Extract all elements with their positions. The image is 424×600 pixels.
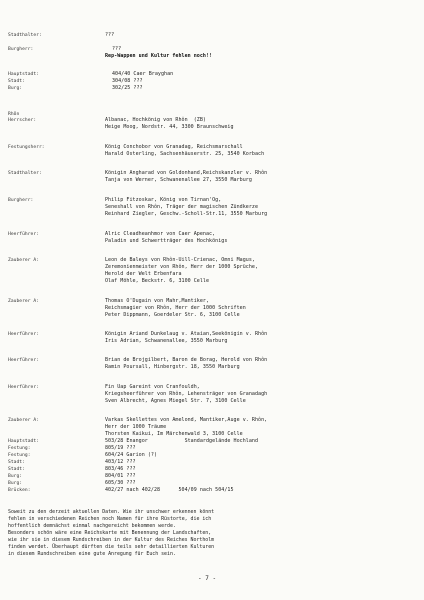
text-line: Kriegsheerführer von Rhôn, Lehensträger von Granadagh	[105, 391, 268, 397]
text-line: Leon de Baleys von Rhôn-Uill-Crienac, Omni Magus,	[105, 257, 255, 263]
text-line: Ramin Poursall, Hinbergstr. 18, 3550 Marburg	[105, 364, 240, 370]
field-label: Zauberer A:	[8, 258, 39, 263]
text-line: fehlen in verschiedenen Reichen noch Namen für ihre Rüstorte, die ich	[8, 516, 212, 522]
text-line: Zeremonienmeister von Rhôn, Herr der 1000 Sprüche,	[105, 264, 259, 270]
text-line: Besonders schön wäre eine Reichskarte mit Benennung der Landschaften,	[8, 530, 212, 536]
text-line: Harald Osterling, Sachsenhäuserstr. 25, 3540 Korbach	[105, 151, 265, 157]
text-line: Reichsmagier von Rhôn, Herr der 1000 Schriften	[105, 305, 246, 311]
text-line: 605/30 ???	[105, 480, 136, 486]
text-line: Herr der 1000 Träume	[105, 424, 167, 430]
text-line: Heige Moog, Nordstr. 44, 3300 Braunschweig	[105, 124, 234, 130]
field-label: Festungsherr:	[8, 145, 45, 150]
text-line: König Conchobor von Granadag, Reichsmarschall	[105, 144, 243, 150]
text-line: Thomas O'Dugain von Mahr,Mantiker,	[105, 298, 210, 304]
field-label: Heerführer:	[8, 232, 39, 237]
field-label: Hauptstadt:	[8, 72, 39, 77]
field-label: Heerführer:	[8, 385, 39, 390]
field-label: Stadthalter:	[8, 171, 42, 176]
text-line: 404/40 Caer Brayghan	[112, 71, 174, 77]
text-line: Rep-Wappen und Kultur fehlen noch!!	[105, 53, 213, 59]
text-line: hoffentlich demnächst einmal nachgereicht bekommen werde.	[8, 523, 176, 529]
field-label: Zauberer A:	[8, 418, 39, 423]
text-line: Thorsten Kaikui, Im Märchenwald 3, 3100 Celle	[105, 431, 243, 437]
text-line: Peter Dippmann, Goerdeler Str. 6, 3100 Celle	[105, 312, 240, 318]
text-line: 604/24 Garion (?)	[105, 452, 158, 458]
text-line: Reinhard Ziegler, Geschw.-Scholl-Str.11, 3550 Marburg	[105, 211, 268, 217]
text-line: 804/01 ???	[105, 473, 136, 479]
field-label: Burgherr:	[8, 47, 34, 52]
field-label: Brücken:	[8, 488, 31, 493]
text-line: Fin Uap Gareint von Cranfouldh,	[105, 384, 200, 390]
field-label: Burg:	[8, 474, 23, 479]
text-line: finden werdet. Überhaupt dürften die teils sehr detaillierten Kulturen	[8, 544, 215, 550]
field-label: Herrscher:	[8, 118, 37, 123]
text-line: Brian de Brojgilbert, Baron de Borag, Herold von Rhôn	[105, 357, 268, 363]
field-label: Heerführer:	[8, 358, 39, 363]
field-label: Stadthalter:	[8, 33, 42, 38]
text-line: Paladin und Schwertträger des Hochkönigs	[105, 238, 228, 244]
text-line: Königin Angharad von Goldonhand,Reichskanzler v. Rhôn	[105, 170, 268, 176]
text-line: 403/12 ???	[105, 459, 136, 465]
text-line: ???	[105, 32, 115, 38]
page-number: - 7 -	[198, 575, 217, 582]
text-line: Varkas Skellettes von Amelond, Mantiker,Auge v. Rhôn,	[105, 417, 268, 423]
text-line: in diesem Rundschreiben eine gute Anregung für Euch sein.	[8, 551, 176, 557]
text-line: Albanac, Hochkönig von Rhôn (ZB)	[105, 117, 206, 123]
text-line: 805/19 ???	[105, 445, 136, 451]
field-label: Rhôn	[8, 112, 20, 117]
field-label: Festung:	[8, 446, 31, 451]
text-line: Olaf Möhle, Beckstr. 6, 3100 Celle	[105, 278, 210, 284]
field-label: Burgherr:	[8, 198, 34, 203]
text-line: wie ihr sie in diesem Rundschreiben in der Kultur des Reiches Northolm	[8, 537, 215, 543]
text-line: Königin Ariand Dunkelaug v. Ataian,Seekönigin v. Rhôn	[105, 331, 268, 337]
text-line: 304/08 ???	[112, 78, 143, 84]
field-label: Zauberer A:	[8, 299, 39, 304]
field-label: Heerführer:	[8, 332, 39, 337]
text-line: Alric Cleadheanhmor von Caer Apenac,	[105, 231, 216, 237]
text-line: Philip Fitzoskar, König von Tirnan'Og,	[105, 197, 222, 203]
field-label: Stadt:	[8, 467, 25, 472]
text-line: Sven Albrecht, Agnes Miegel Str. 7, 3100 Celle	[105, 398, 246, 404]
text-line: 503/28 Enangor Standardgelände Hochland	[105, 438, 259, 444]
field-label: Stadt:	[8, 79, 25, 84]
field-label: Stadt:	[8, 460, 25, 465]
text-line: Herold der Welt Erbenfara	[105, 271, 182, 277]
text-line: Seneshall von Rhôn, Träger der magischen Zündkerze	[105, 204, 259, 210]
field-label: Hauptstadt:	[8, 439, 39, 444]
text-line: 803/46 ???	[105, 466, 136, 472]
field-label: Burg:	[8, 481, 23, 486]
text-line: Tanja von Werner, Schwanenallee 27, 3550 Marburg	[105, 177, 252, 183]
text-line: 402/27 nach 402/28 504/09 nach 504/15	[105, 487, 234, 493]
field-label: Burg:	[8, 86, 23, 91]
text-line: 302/25 ???	[112, 85, 143, 91]
text-line: Soweit zu den derzeit aktuellen Daten. Wie ihr unschwer erkennen könnt	[8, 509, 215, 515]
text-line: ???	[112, 46, 122, 52]
text-line: Iris Adrian, Schwanenallee, 3550 Marburg	[105, 338, 228, 344]
field-label: Festung:	[8, 453, 31, 458]
